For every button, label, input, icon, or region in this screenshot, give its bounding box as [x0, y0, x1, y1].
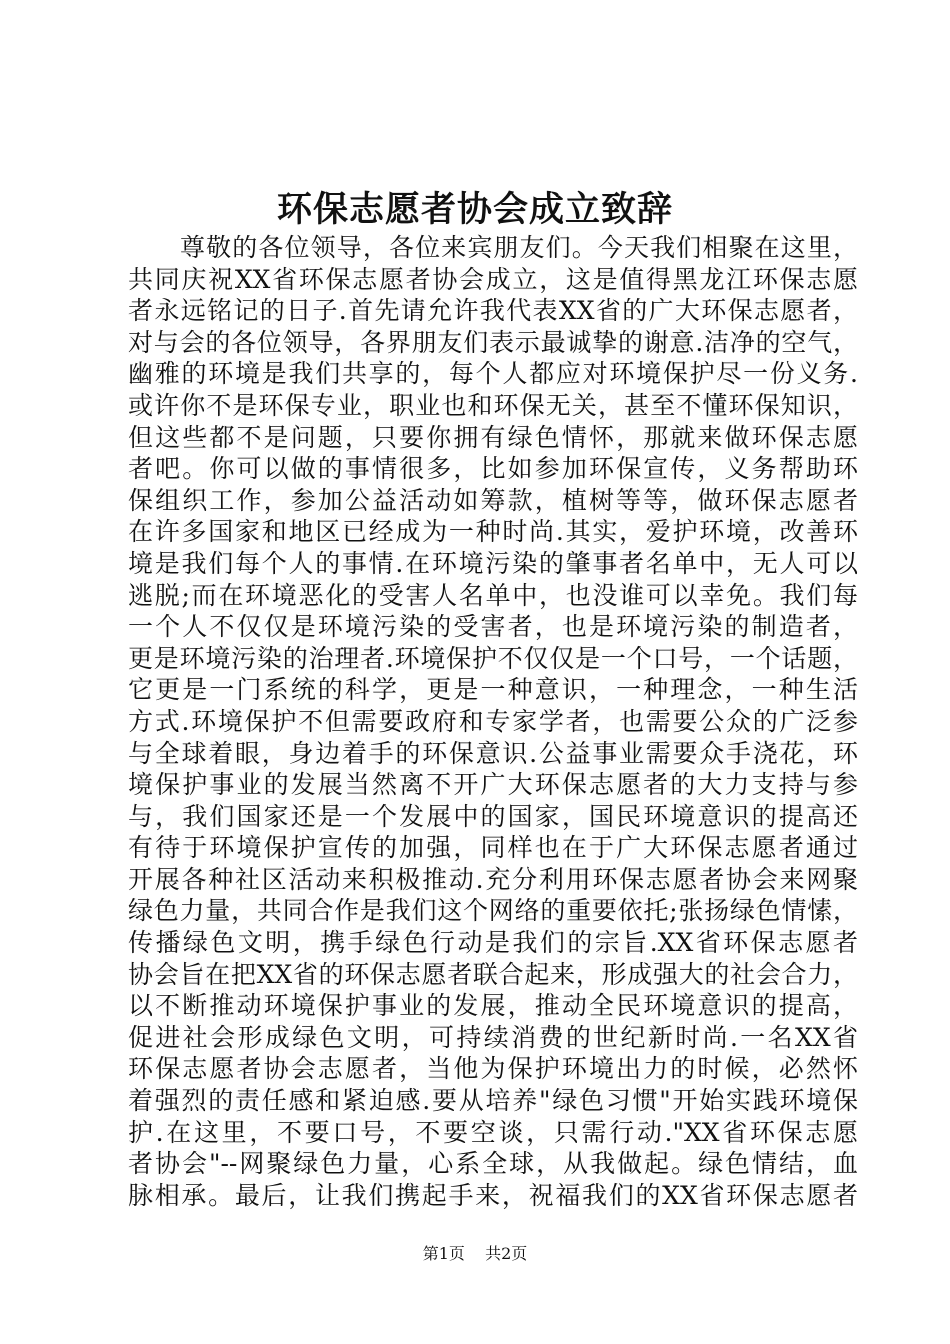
text-line: 者协会"--网聚绿色力量，心系全球，从我做起。绿色情结，血	[128, 1149, 858, 1179]
text-line: 逃脱;而在环境恶化的受害人名单中，也没谁可以幸免。我们每	[128, 580, 858, 610]
text-line: 者永远铭记的日子.首先请允许我代表XX省的广大环保志愿者，	[128, 296, 858, 326]
text-line: 绿色力量，共同合作是我们这个网络的重要依托;张扬绿色情愫，	[128, 896, 858, 926]
document-title: 环保志愿者协会成立致辞	[276, 189, 673, 230]
text-line: 与，我们国家还是一个发展中的国家，国民环境意识的提高还	[128, 801, 858, 831]
page-total: 共2页	[485, 1244, 528, 1263]
text-line: 在许多国家和地区已经成为一种时尚.其实，爱护环境，改善环	[128, 517, 858, 547]
text-line: 保组织工作，参加公益活动如筹款，植树等等，做环保志愿者	[128, 485, 858, 515]
text-line: 有待于环境保护宣传的加强，同样也在于广大环保志愿者通过	[128, 833, 858, 863]
text-line: 对与会的各位领导，各界朋友们表示最诚挚的谢意.洁净的空气，	[128, 327, 858, 357]
text-line: 促进社会形成绿色文明，可持续消费的世纪新时尚.一名XX省	[128, 1022, 858, 1052]
text-line: 开展各种社区活动来积极推动.充分利用环保志愿者协会来网聚	[128, 864, 858, 894]
page-number: 第1页	[422, 1244, 465, 1263]
page-footer	[0, 1243, 950, 1265]
text-line: 方式.环境保护不但需要政府和专家学者，也需要公众的广泛参	[128, 706, 858, 736]
text-line: 共同庆祝XX省环保志愿者协会成立，这是值得黑龙江环保志愿	[128, 264, 858, 294]
text-line: 护.在这里，不要口号，不要空谈，只需行动."XX省环保志愿	[128, 1117, 858, 1147]
text-line: 协会旨在把XX省的环保志愿者联合起来，形成强大的社会合力，	[128, 959, 858, 989]
text-line: 传播绿色文明，携手绿色行动是我们的宗旨.XX省环保志愿者	[128, 928, 858, 958]
text-line: 以不断推动环境保护事业的发展，推动全民环境意识的提高，	[128, 991, 858, 1021]
text-line: 或许你不是环保专业，职业也和环保无关，甚至不懂环保知识，	[128, 390, 858, 420]
text-line: 境是我们每个人的事情.在环境污染的肇事者名单中，无人可以	[128, 548, 858, 578]
text-line: 与全球着眼，身边着手的环保意识.公益事业需要众手浇花，环	[128, 738, 858, 768]
text-line: 着强烈的责任感和紧迫感.要从培养"绿色习惯"开始实践环境保	[128, 1086, 858, 1116]
text-line: 者吧。你可以做的事情很多，比如参加环保宣传，义务帮助环	[128, 454, 858, 484]
text-line: 尊敬的各位领导，各位来宾朋友们。今天我们相聚在这里，	[180, 233, 858, 262]
document-body	[128, 232, 858, 1211]
text-line: 境保护事业的发展当然离不开广大环保志愿者的大力支持与参	[128, 770, 858, 800]
text-line: 环保志愿者协会志愿者，当他为保护环境出力的时候，必然怀	[128, 1054, 858, 1084]
text-line: 幽雅的环境是我们共享的，每个人都应对环境保护尽一份义务.	[128, 359, 858, 389]
text-line: 一个人不仅仅是环境污染的受害者，也是环境污染的制造者，	[128, 612, 858, 642]
text-line: 脉相承。最后，让我们携起手来，祝福我们的XX省环保志愿者	[128, 1180, 858, 1210]
text-line: 更是环境污染的治理者.环境保护不仅仅是一个口号，一个话题，	[128, 643, 858, 673]
text-line: 但这些都不是问题，只要你拥有绿色情怀，那就来做环保志愿	[128, 422, 858, 452]
text-line: 它更是一门系统的科学，更是一种意识，一种理念，一种生活	[128, 675, 858, 705]
